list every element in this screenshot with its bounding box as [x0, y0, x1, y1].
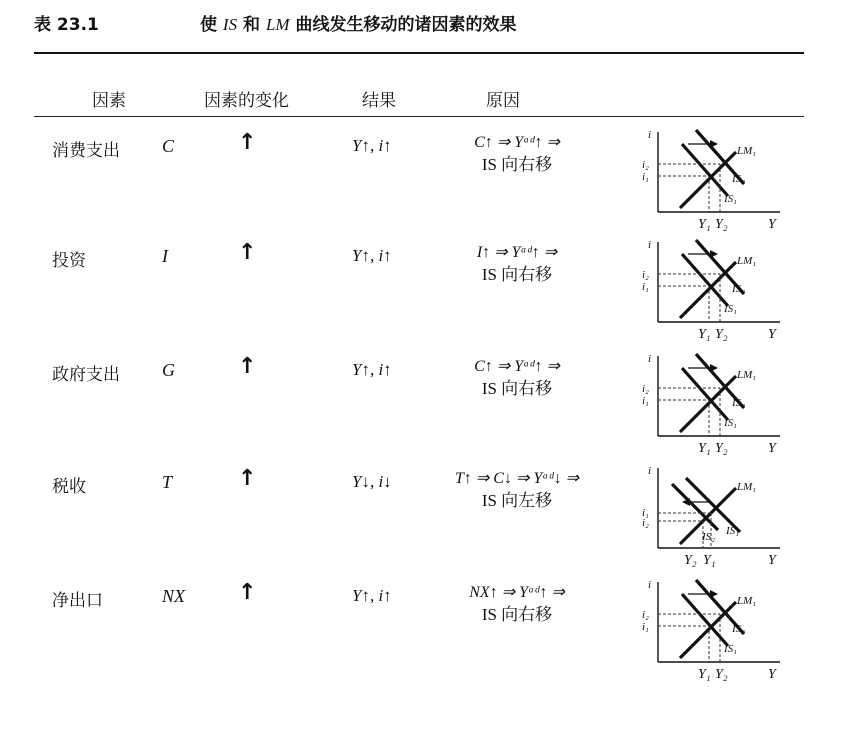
- column-header-change: 因素的变化: [204, 91, 289, 111]
- reason-text: [432, 356, 602, 400]
- lm-label: LM₁: [737, 369, 757, 381]
- is-upper-label: IS₂: [702, 531, 715, 543]
- table-title: [200, 10, 516, 35]
- is-curve-lower: [682, 144, 728, 196]
- is-lm-diagram: [640, 234, 790, 344]
- is-upper-label: IS₂: [732, 173, 745, 185]
- axis-y-label: Y: [768, 553, 776, 568]
- lm-label: LM₁: [737, 481, 757, 493]
- factor-symbol: I: [162, 246, 168, 266]
- is-upper-label: IS₂: [732, 283, 745, 295]
- y-left-label: Y₁: [698, 667, 711, 682]
- y-left-label: Y₁: [698, 327, 711, 342]
- is-lower-label: IS₁: [724, 303, 737, 315]
- factor-symbol: C: [162, 136, 175, 156]
- i-bottom-label: i₂: [642, 517, 649, 529]
- shift-arrowhead: [710, 250, 718, 258]
- y-left-label: Y₁: [698, 217, 711, 232]
- i-top-label: i₂: [642, 269, 649, 281]
- y-right-label: Y₂: [715, 327, 728, 342]
- i-bottom-label: i₁: [642, 171, 649, 183]
- factor-name: 政府支出: [52, 365, 120, 385]
- lm-label: LM₁: [737, 145, 757, 157]
- table-row-1: [0, 128, 868, 246]
- y-left-label: Y₁: [698, 441, 711, 456]
- reason-text: [432, 242, 602, 286]
- reason-line-2: IS 向右移: [481, 605, 553, 624]
- factor-name: 投资: [52, 251, 86, 271]
- factor-name: 税收: [52, 477, 86, 497]
- y-left-label: Y₂: [684, 553, 697, 568]
- axis-y-label: Y: [768, 441, 776, 456]
- column-header-reason: 原因: [486, 91, 520, 111]
- is-upper-label: IS₂: [732, 397, 745, 409]
- is-lower-label: IS₁: [724, 643, 737, 655]
- i-top-label: i₂: [642, 383, 649, 395]
- is-lm-diagram: [640, 124, 790, 234]
- axis-i-label: i: [648, 129, 652, 141]
- factor-name: 消费支出: [52, 141, 120, 161]
- title-lm: LM: [265, 15, 290, 34]
- reason-line-2: IS 向右移: [481, 265, 553, 284]
- change-arrow: ↑: [238, 466, 257, 491]
- change-arrow: ↑: [238, 240, 257, 265]
- table-row-4: [0, 464, 868, 582]
- axis-y-label: Y: [768, 217, 776, 232]
- axis-i-label: i: [648, 579, 652, 591]
- title-mid: 和: [237, 15, 266, 35]
- reason-line-1: I↑ ⇒ Yᵃᵈ↑ ⇒: [476, 244, 558, 261]
- title-pre: 使: [200, 15, 223, 35]
- reason-line-1: NX↑ ⇒ Yᵃᵈ↑ ⇒: [469, 584, 565, 601]
- reason-line-2: IS 向右移: [481, 155, 553, 174]
- reason-line-1: C↑ ⇒ Yᵃᵈ↑ ⇒: [474, 134, 560, 151]
- result-text: Y↑, i↑: [352, 136, 392, 155]
- i-top-label: i₁: [642, 507, 649, 519]
- is-curve-lower: [682, 368, 728, 420]
- is-lower-label: IS₁: [724, 417, 737, 429]
- is-lm-diagram: [640, 574, 790, 684]
- axis-i-label: i: [648, 465, 652, 477]
- y-right-label: Y₂: [715, 217, 728, 232]
- lm-label: LM₁: [737, 255, 757, 267]
- is-upper-label: IS₂: [732, 623, 745, 635]
- top-rule: [34, 52, 804, 54]
- factor-symbol: G: [162, 360, 175, 380]
- i-top-label: i₂: [642, 609, 649, 621]
- title-is: IS: [222, 15, 238, 34]
- shift-arrowhead: [710, 590, 718, 598]
- i-bottom-label: i₁: [642, 395, 649, 407]
- table-row-3: [0, 352, 868, 470]
- change-arrow: ↑: [238, 354, 257, 379]
- result-text: Y↓, i↓: [352, 472, 392, 491]
- table-row-5: [0, 578, 868, 696]
- column-header-result: 结果: [362, 91, 396, 111]
- title-post: 曲线发生移动的诸因素的效果: [289, 15, 517, 35]
- factor-symbol: NX: [162, 586, 186, 606]
- column-header-factor: 因素: [92, 91, 126, 111]
- reason-text: [432, 582, 602, 626]
- is-curve-lower: [682, 254, 728, 306]
- reason-line-2: IS 向右移: [481, 379, 553, 398]
- result-text: Y↑, i↑: [352, 246, 392, 265]
- axis-i-label: i: [648, 239, 652, 251]
- table-row-2: [0, 238, 868, 356]
- reason-line-1: C↑ ⇒ Yᵃᵈ↑ ⇒: [474, 358, 560, 375]
- change-arrow: ↑: [238, 580, 257, 605]
- shift-arrowhead: [710, 364, 718, 372]
- axis-i-label: i: [648, 353, 652, 365]
- change-arrow: ↑: [238, 130, 257, 155]
- i-bottom-label: i₁: [642, 621, 649, 633]
- y-right-label: Y₂: [715, 441, 728, 456]
- is-lower-label: IS₁: [724, 193, 737, 205]
- y-right-label: Y₁: [703, 553, 716, 568]
- is-curve-lower: [682, 594, 728, 646]
- factor-symbol: T: [162, 472, 173, 492]
- reason-text: [432, 468, 602, 512]
- reason-line-2: IS 向左移: [481, 491, 553, 510]
- lm-label: LM₁: [737, 595, 757, 607]
- reason-text: [432, 132, 602, 176]
- axis-y-label: Y: [768, 667, 776, 682]
- table-label: 表 23.1: [34, 15, 99, 35]
- y-right-label: Y₂: [715, 667, 728, 682]
- i-bottom-label: i₁: [642, 281, 649, 293]
- is-lm-diagram: [640, 348, 790, 458]
- shift-arrowhead: [710, 140, 718, 148]
- header-rule: [34, 116, 804, 117]
- is-lower-label: IS₁: [726, 525, 739, 537]
- reason-line-1: T↑ ⇒ C↓ ⇒ Yᵃᵈ↓ ⇒: [454, 470, 580, 487]
- i-top-label: i₂: [642, 159, 649, 171]
- axis-y-label: Y: [768, 327, 776, 342]
- factor-name: 净出口: [52, 591, 103, 611]
- is-lm-diagram: [640, 460, 790, 570]
- result-text: Y↑, i↑: [352, 586, 392, 605]
- result-text: Y↑, i↑: [352, 360, 392, 379]
